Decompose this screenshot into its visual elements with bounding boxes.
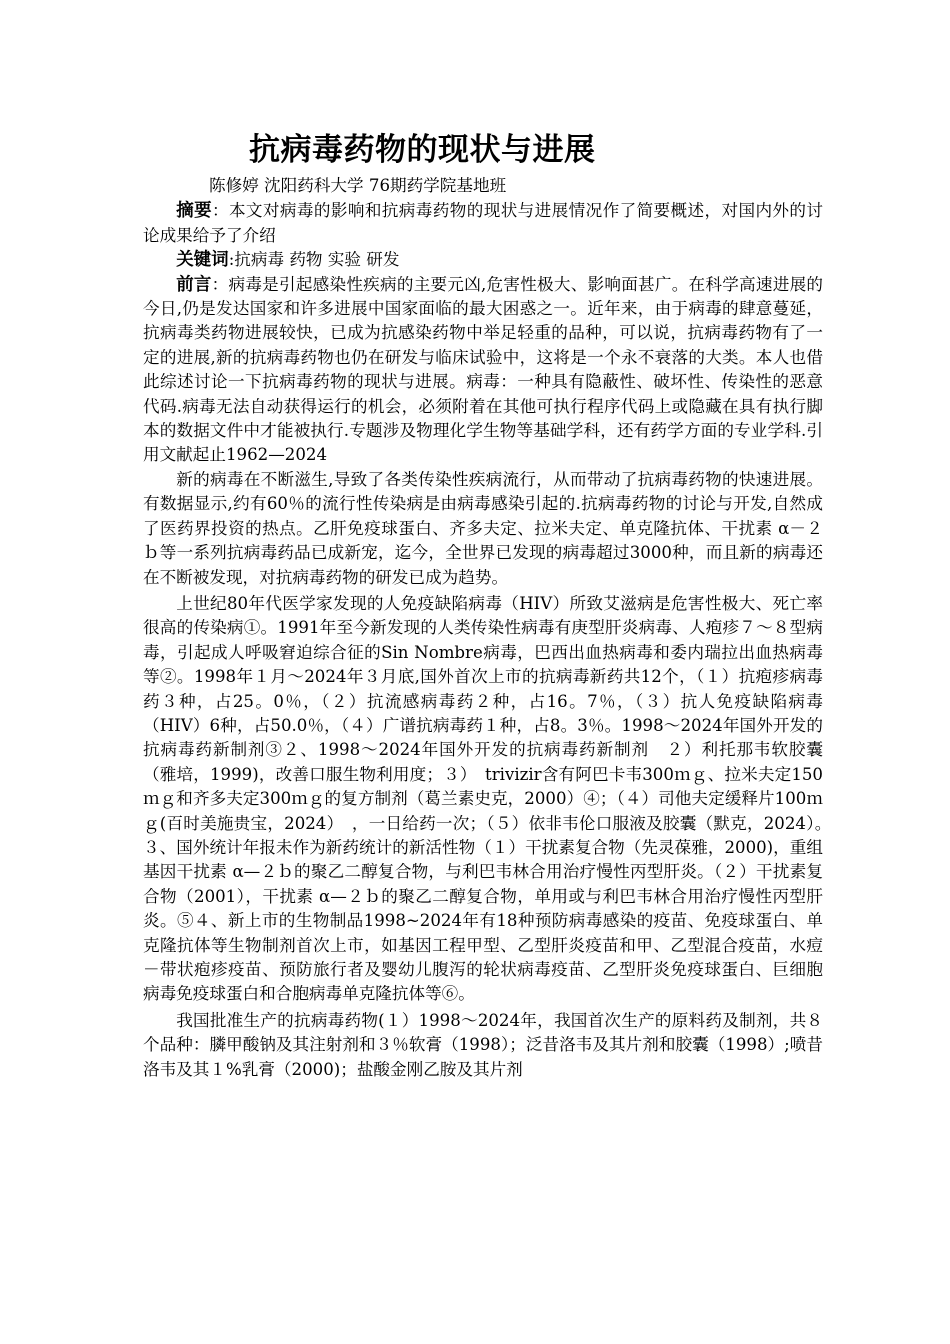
author-line: 陈修婷 沈阳药科大学 76期药学院基地班 [209, 176, 507, 195]
preface-paragraph [143, 273, 823, 468]
abstract-paragraph [143, 199, 823, 248]
document-title: 抗病毒药物的现状与进展 [249, 132, 596, 168]
keywords-paragraph [143, 248, 823, 272]
keywords-label: 关键词 [176, 250, 229, 271]
abstract-label: 摘要 [176, 201, 212, 222]
abstract-text: ：本文对病毒的影响和抗病毒药物的现状与进展情况作了简要概述，对国内外的讨论成果给予了介绍 [143, 201, 823, 245]
preface-text: ：病毒是引起感染性疾病的主要元凶,危害性极大、影响面甚广。在科学高速进展的今日,仍是发达国家和许多进展中国家面临的最大困惑之一。近年来，由于病毒的肆意蔓延，抗病毒类药物进展较快，已成为抗感染药物中举足轻重的品种，可以说，抗病毒药物有了一定的进展,新的抗病毒药物也仍在研发与临床试验中，这将是一个永不衰落的大类。本人也借此综述讨论一下抗病毒药物的现状与进展。病毒：一种具有隐蔽性、破坏性、传染性的恶意代码.病毒无法自动获得运行的机会，必须附着在其他可执行程序代码上或隐藏在具有执行脚本的数据文件中才能被执行.专题涉及物理化学生物等基础学科，还有药学方面的专业学科.引用文献起止1962—2024 [143, 274, 823, 465]
document-page [143, 128, 840, 1082]
body-paragraph-3: 我国批准生产的抗病毒药物(１）1998～2024年，我国首次生产的原料药及制剂，共８个品种：膦甲酸钠及其注射剂和３％软膏（1998）；泛昔洛韦及其片剂和胶囊（1998）;喷昔洛韦及其１%乳膏（2000)；盐酸金刚乙胺及其片剂 [143, 1010, 823, 1079]
body-paragraph-1: 新的病毒在不断滋生,导致了各类传染性疾病流行，从而带动了抗病毒药物的快速进展。有数据显示,约有60％的流行性传染病是由病毒感染引起的.抗病毒药物的讨论与开发,自然成了医药界投资的热点。乙肝免疫球蛋白、齐多夫定、拉米夫定、单克隆抗体、干扰素 α－２ｂ等一系列抗病毒药品已成新宠，迄今，全世界已发现的病毒超过3000种，而且新的病毒还在不断被发现，对抗病毒药物的研发已成为趋势。 [143, 469, 823, 587]
preface-label: 前言 [176, 274, 212, 295]
body-paragraph-2: 上世纪80年代医学家发现的人免疫缺陷病毒（HIV）所致艾滋病是危害性极大、死亡率很高的传染病①。1991年至今新发现的人类传染性病毒有庚型肝炎病毒、人疱疹７～８型病毒，引起成人呼吸窘迫综合征的Sin Nombre病毒，巴西出血热病毒和委内瑞拉出血热病毒等②。1998年１月～2024年３月底,国外首次上市的抗病毒新药共12个，（１）抗疱疹病毒药３种，占25。0％，（２）抗流感病毒药２种，占16。7％，（３）抗人免疫缺陷病毒（HIV）6种，占50.0％，（４）广谱抗病毒药１种，占8。3％。1998～2024年国外开发的抗病毒药新制剂③２、1998～2024年国外开发的抗病毒药新制剂 ２）利托那韦软胶囊（雅培，1999)，改善口服生物利用度；３） trivizir含有阿巴卡韦300ｍｇ、拉米夫定150ｍｇ和齐多夫定300ｍｇ的复方制剂（葛兰素史克，2000）④；（４）司他夫定缓释片100ｍｇ(百时美施贵宝，2024） ，一日给药一次；（５）依非韦伦口服液及胶囊（默克，2024）。 ３、国外统计年报未作为新药统计的新活性物（１）干扰素复合物（先灵葆雅，2000)，重组基因干扰素 α—２ｂ的聚乙二醇复合物，与利巴韦林合用治疗慢性丙型肝炎。（２）干扰素复合物（2001），干扰素 α—２ｂ的聚乙二醇复合物，单用或与利巴韦林合用治疗慢性丙型肝炎。⑤４、新上市的生物制品1998~2024年有18种预防病毒感染的疫苗、免疫球蛋白、单克隆抗体等生物制剂首次上市，如基因工程甲型、乙型肝炎疫苗和甲、乙型混合疫苗，水痘－带状疱疹疫苗、预防旅行者及婴幼儿腹泻的轮状病毒疫苗、乙型肝炎免疫球蛋白、巨细胞病毒免疫球蛋白和合胞病毒单克隆抗体等⑥。 [143, 593, 840, 1004]
keywords-text: :抗病毒 药物 实验 研发 [228, 250, 400, 270]
